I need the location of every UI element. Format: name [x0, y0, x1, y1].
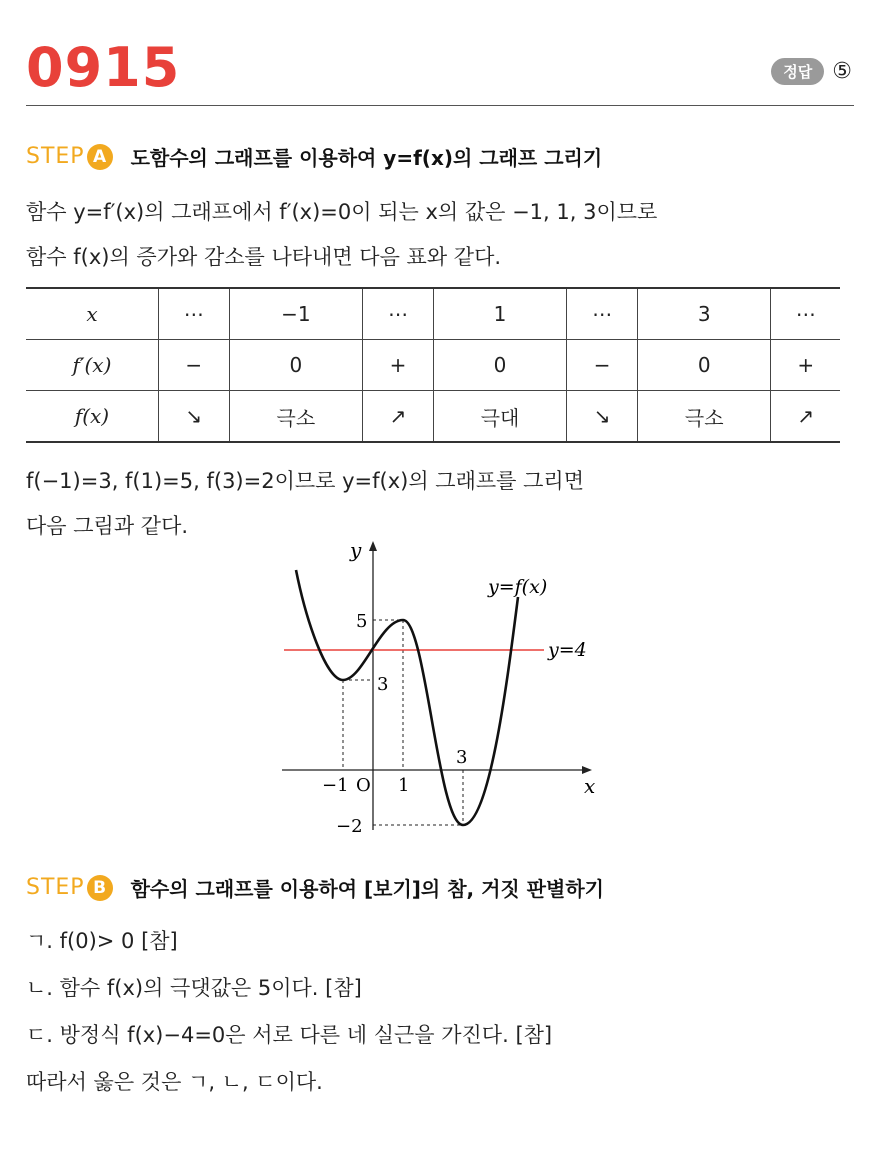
conclusion: 따라서 옳은 것은 ㄱ, ㄴ, ㄷ이다.	[26, 1070, 323, 1094]
table-cell: ⋯	[363, 288, 434, 340]
tick-label-3-top: 3	[456, 747, 468, 768]
step-a-label: STEP	[26, 144, 85, 169]
step-b-heading	[26, 873, 604, 902]
table-cell: 0	[433, 340, 566, 391]
table-cell: 극대	[433, 391, 566, 443]
problem-number: 0915	[26, 36, 181, 99]
table-cell: 0	[637, 340, 770, 391]
table-row	[26, 391, 840, 443]
tick-label-5: 5	[356, 611, 368, 632]
step-a-line-2: 함수 f(x)의 증가와 감소를 나타내면 다음 표와 같다.	[26, 245, 502, 269]
table-cell: 0	[229, 340, 362, 391]
table-cell: x	[26, 288, 158, 340]
table-cell: +	[771, 340, 840, 391]
table-cell: −	[158, 340, 229, 391]
y-axis-label: y	[350, 538, 362, 562]
step-a-letter: A	[87, 144, 113, 170]
tick-label-neg1: −1	[322, 775, 349, 796]
x-axis-label: x	[584, 774, 596, 798]
answer-badge: 정답	[771, 58, 824, 85]
x-axis-arrow-icon	[582, 766, 592, 774]
tick-label-3: 3	[377, 674, 389, 695]
table-cell: ↘	[158, 391, 229, 443]
answer-value: ⑤	[832, 59, 852, 84]
table-cell: 극소	[637, 391, 770, 443]
table-row	[26, 340, 840, 391]
table-cell: ⋯	[771, 288, 840, 340]
statement-2: ㄴ. 함수 f(x)의 극댓값은 5이다. [참]	[26, 976, 362, 1000]
tick-label-1: 1	[398, 775, 410, 796]
after-table-line-2: 다음 그림과 같다.	[26, 514, 189, 538]
step-b-label: STEP	[26, 875, 85, 900]
table-cell: −	[567, 340, 638, 391]
line-label: y=4	[548, 639, 587, 661]
step-b-letter: B	[87, 875, 113, 901]
origin-label: O	[356, 775, 371, 796]
y-axis-arrow-icon	[369, 541, 377, 551]
after-table-line-1: f(−1)=3, f(1)=5, f(3)=2이므로 y=f(x)의 그래프를 그리면	[26, 469, 584, 493]
step-a-heading	[26, 142, 602, 171]
table-cell: ⋯	[567, 288, 638, 340]
curve-label: y=f(x)	[488, 576, 548, 598]
step-a-line-1: 함수 y=f′(x)의 그래프에서 f′(x)=0이 되는 x의 값은 −1, 1, 3이므로	[26, 200, 658, 224]
statement-1: ㄱ. f(0)> 0 [참]	[26, 929, 178, 953]
table-cell: ↘	[567, 391, 638, 443]
step-b-title: 함수의 그래프를 이용하여 [보기]의 참, 거짓 판별하기	[130, 877, 604, 901]
table-cell: ⋯	[158, 288, 229, 340]
sign-table	[26, 287, 840, 443]
table-cell: 극소	[229, 391, 362, 443]
tick-label-neg2: −2	[336, 816, 363, 837]
function-graph	[270, 535, 620, 840]
header-divider	[26, 105, 854, 106]
table-cell: −1	[229, 288, 362, 340]
table-cell: +	[363, 340, 434, 391]
table-cell: 3	[637, 288, 770, 340]
table-cell: f(x)	[26, 391, 158, 443]
table-row	[26, 288, 840, 340]
step-a-title: 도함수의 그래프를 이용하여 y=f(x)의 그래프 그리기	[130, 146, 603, 170]
table-cell: ↗	[363, 391, 434, 443]
table-cell: ↗	[771, 391, 840, 443]
answer-box	[771, 58, 852, 85]
statement-3: ㄷ. 방정식 f(x)−4=0은 서로 다른 네 실근을 가진다. [참]	[26, 1023, 553, 1047]
table-cell: f′(x)	[26, 340, 158, 391]
table-cell: 1	[433, 288, 566, 340]
